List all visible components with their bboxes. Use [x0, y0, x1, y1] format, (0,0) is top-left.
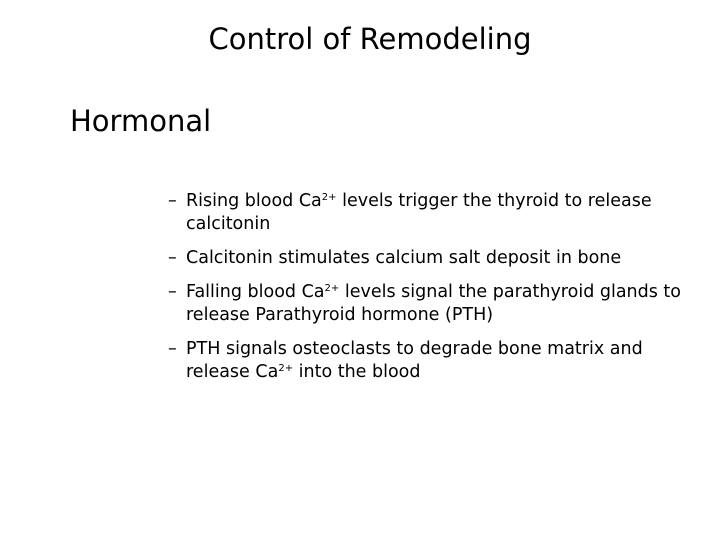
- bullet-text-part: Falling blood Ca: [186, 282, 325, 302]
- superscript: 2+: [321, 192, 337, 203]
- bullet-text: [186, 282, 681, 325]
- bullet-text: [186, 339, 643, 382]
- bullet-text-part: Rising blood Ca: [186, 191, 322, 211]
- bullet-item: [168, 281, 688, 327]
- bullet-text-part: Calcitonin stimulates calcium salt deposit in bone: [186, 248, 622, 268]
- bullet-dash: –: [168, 248, 177, 268]
- bullet-dash: –: [168, 282, 177, 302]
- bullet-text-part: levels signal the parathyroid glands to release Parathyroid hormone (PTH): [186, 282, 682, 325]
- bullet-text-part: into the blood: [293, 362, 421, 382]
- slide-title: Control of Remodeling: [208, 22, 532, 56]
- bullet-text-part: levels trigger the thyroid to release calcitonin: [186, 191, 652, 234]
- bullet-dash: –: [168, 191, 177, 211]
- bullet-text-part: PTH signals osteoclasts to degrade bone matrix and release Ca: [186, 339, 643, 382]
- bullet-text: [186, 248, 621, 268]
- superscript: 2+: [324, 283, 340, 294]
- bullet-item: [168, 247, 688, 270]
- bullet-item: [168, 338, 688, 384]
- bullet-item: [168, 190, 688, 236]
- section-heading: Hormonal: [70, 104, 212, 138]
- superscript: 2+: [278, 363, 294, 374]
- bullet-list: [168, 190, 688, 395]
- bullet-dash: –: [168, 339, 177, 359]
- bullet-text: [186, 191, 652, 234]
